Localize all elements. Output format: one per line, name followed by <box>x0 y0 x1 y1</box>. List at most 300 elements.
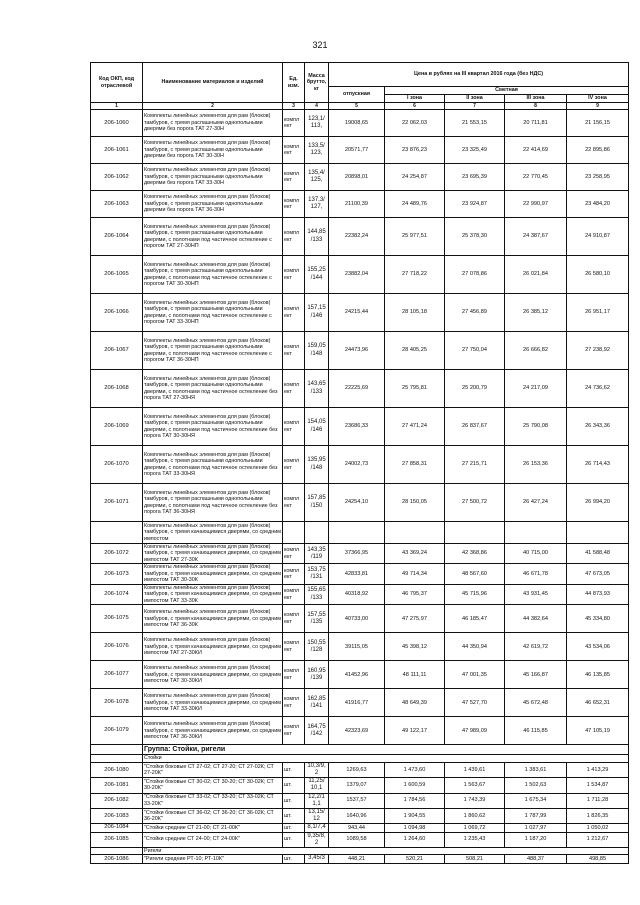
row-unit: компл ект <box>283 717 305 745</box>
row-zone1-price: 1 094,98 <box>385 824 445 832</box>
row-zone3-price: 25 790,08 <box>505 408 567 446</box>
row-zone3-price: 26 153,36 <box>505 446 567 484</box>
row-zone4-price: 1 826,35 <box>567 808 629 823</box>
table-row <box>91 793 629 808</box>
row-unit: шт. <box>283 855 305 863</box>
row-unit: компл ект <box>283 564 305 584</box>
row-name: Комплекты линейных элементов для рам (блоков) тамбуров, с тремя качающимися дверями, со средним импостом ТАТ 33-30К <box>144 584 281 604</box>
table-body <box>91 110 629 864</box>
row-name: Комплекты линейных элементов для рам (блоков) тамбуров, с тремя распашными однопольными дверями, с полотнами под частичное остекление без порога ТАТ 36-30НЯ <box>143 484 283 522</box>
row-release-price: 1640,96 <box>329 808 385 823</box>
row-zone4-price: 26 714,43 <box>567 446 629 484</box>
table-row <box>91 544 629 564</box>
empty-cell <box>91 755 143 762</box>
header-name: Наименование материалов и изделий <box>143 63 283 103</box>
row-unit: компл ект <box>283 661 305 689</box>
row-release-price: 20898,01 <box>329 164 385 191</box>
page-number: 321 <box>312 40 328 50</box>
row-unit: компл ект <box>283 633 305 661</box>
row-zone3-price: 1 027,97 <box>505 824 567 832</box>
header-zone1: I зона <box>385 95 445 103</box>
row-unit: компл ект <box>283 110 305 137</box>
row-unit: компл ект <box>283 294 305 332</box>
column-number-row <box>91 103 629 110</box>
row-mass: 8,1/7,4 <box>305 824 329 832</box>
row-zone2-price: 1 860,62 <box>445 808 505 823</box>
table-row <box>91 564 629 584</box>
row-name: Комплекты линейных элементов для рам (блоков) тамбуров, с тремя качающимися дверями, со средним импостом <box>144 522 281 542</box>
row-mass: 10,3/9, 2 <box>305 762 329 777</box>
row-mass: 160,95 /139 <box>305 661 329 689</box>
row-code: 206-1066 <box>91 294 143 332</box>
row-zone3-price: 24 217,09 <box>505 370 567 408</box>
row-unit: компл ект <box>283 689 305 717</box>
row-release-price: 22382,24 <box>329 218 385 256</box>
row-name: "Стойки боковые СТ 33-02; СТ 33-20; СТ 33-02К; СТ 33-20К" <box>143 793 283 808</box>
row-mass: 137,3/ 127, <box>305 191 329 218</box>
table-row <box>91 370 629 408</box>
header-zone3: III зона <box>505 95 567 103</box>
row-zone3-price: 26 385,12 <box>505 294 567 332</box>
row-release-price: 1537,57 <box>329 793 385 808</box>
row-mass: 144,85 /133 <box>305 218 329 256</box>
row-zone1-price: 520,21 <box>385 855 445 863</box>
row-name: Комплекты линейных элементов для рам (блоков) тамбуров, с тремя распашными однопольными дверями, с полотнами под частичное остекление без порога ТАТ 27-30НЯ <box>143 370 283 408</box>
column-number: 4 <box>305 103 329 110</box>
row-zone1-price: 22 062,03 <box>385 110 445 137</box>
row-zone2-price <box>445 522 505 544</box>
row-zone4-price: 26 580,10 <box>567 256 629 294</box>
row-zone2-price: 1 069,72 <box>445 824 505 832</box>
table-row <box>91 137 629 164</box>
row-zone1-price: 27 471,24 <box>385 408 445 446</box>
row-code: 206-1067 <box>91 332 143 370</box>
row-zone2-price: 27 078,86 <box>445 256 505 294</box>
row-code: 206-1069 <box>91 408 143 446</box>
row-zone4-price: 22 895,86 <box>567 137 629 164</box>
row-code: 206-1062 <box>91 164 143 191</box>
row-release-price: 24254,10 <box>329 484 385 522</box>
row-unit: компл ект <box>283 544 305 564</box>
row-name: Комплекты линейных элементов для рам (блоков) тамбуров, с тремя распашными однопольными дверями, с полотнами под частичное остекление без порога ТАТ 33-30НЯ <box>143 446 283 484</box>
header-unit: Ед. изм. <box>283 63 305 103</box>
row-zone1-price: 48 111,11 <box>385 661 445 689</box>
row-zone2-price: 1 563,67 <box>445 778 505 793</box>
row-mass: 162,85 /141 <box>305 689 329 717</box>
row-zone1-price: 43 369,24 <box>385 544 445 564</box>
row-zone2-price: 23 924,87 <box>445 191 505 218</box>
header-price-title: Цена в рублях на III квартал 2016 года (без НДС) <box>329 63 629 87</box>
row-code <box>91 522 143 544</box>
row-release-price: 21100,39 <box>329 191 385 218</box>
row-code: 206-1072 <box>91 544 143 564</box>
row-code: 206-1068 <box>91 370 143 408</box>
row-zone2-price: 1 439,61 <box>445 762 505 777</box>
row-code: 206-1081 <box>91 778 143 793</box>
row-zone1-price: 24 489,76 <box>385 191 445 218</box>
row-code: 206-1060 <box>91 110 143 137</box>
row-release-price: 24215,44 <box>329 294 385 332</box>
row-zone3-price: 43 931,45 <box>505 584 567 604</box>
row-name: Комплекты линейных элементов для рам (блоков) тамбуров, с тремя распашными однопольными дверями, с полотнами под частичное остекление без порога ТАТ 30-30НЯ <box>143 408 283 446</box>
empty-cell <box>91 847 143 854</box>
row-zone4-price: 47 673,05 <box>567 564 629 584</box>
row-unit: шт. <box>283 824 305 832</box>
row-zone3-price: 24 387,67 <box>505 218 567 256</box>
row-name: "Ригели средние РТ-10; РТ-10К" <box>143 855 283 863</box>
row-zone3-price: 45 672,48 <box>505 689 567 717</box>
row-zone1-price: 27 858,31 <box>385 446 445 484</box>
row-mass: 9,35/8, 2 <box>305 832 329 847</box>
row-zone3-price: 488,37 <box>505 855 567 863</box>
table-row <box>91 855 629 863</box>
column-number: 7 <box>445 103 505 110</box>
empty-cell <box>91 745 143 755</box>
table-row <box>91 191 629 218</box>
row-zone1-price: 47 275,97 <box>385 605 445 633</box>
row-unit: компл ект <box>283 484 305 522</box>
row-zone3-price: 22 414,69 <box>505 137 567 164</box>
row-zone4-price: 1 050,02 <box>567 824 629 832</box>
row-mass: 159,05 /148 <box>305 332 329 370</box>
row-name: Комплекты линейных элементов для рам (блоков) тамбуров, с тремя качающимися дверями, со средним импостом ТАТ 33-30КИ <box>143 689 283 717</box>
table-row <box>91 522 629 544</box>
row-zone4-price: 27 238,92 <box>567 332 629 370</box>
group-title: Группа: Стойки, ригели <box>143 745 629 755</box>
table-row <box>91 808 629 823</box>
column-number: 8 <box>505 103 567 110</box>
row-release-price: 39115,05 <box>329 633 385 661</box>
header-zone4: IV зона <box>567 95 629 103</box>
row-release-price: 943,44 <box>329 824 385 832</box>
row-name: Комплекты линейных элементов для рам (блоков) тамбуров, с тремя качающимися дверями, со средним импостом ТАТ 27-30К <box>144 544 281 563</box>
row-unit: шт. <box>283 778 305 793</box>
row-zone3-price: 22 770,45 <box>505 164 567 191</box>
row-mass: 143,65 /133 <box>305 370 329 408</box>
row-release-price: 20571,77 <box>329 137 385 164</box>
row-zone1-price: 1 904,55 <box>385 808 445 823</box>
row-code: 206-1078 <box>91 689 143 717</box>
table-row <box>91 484 629 522</box>
row-code: 206-1085 <box>91 832 143 847</box>
row-code: 206-1070 <box>91 446 143 484</box>
row-zone3-price: 1 383,61 <box>505 762 567 777</box>
row-zone4-price: 26 994,20 <box>567 484 629 522</box>
row-zone4-price: 41 588,48 <box>567 544 629 564</box>
row-release-price: 24002,73 <box>329 446 385 484</box>
row-zone1-price: 48 649,39 <box>385 689 445 717</box>
row-mass: 155,65 /133 <box>305 584 329 604</box>
row-mass: 164,75 /142 <box>305 717 329 745</box>
row-zone3-price: 46 115,85 <box>505 717 567 745</box>
row-code: 206-1075 <box>91 605 143 633</box>
row-zone3-price: 1 187,20 <box>505 832 567 847</box>
row-release-price: 37366,95 <box>329 544 385 564</box>
column-number: 2 <box>143 103 283 110</box>
row-unit: шт. <box>283 832 305 847</box>
row-release-price: 1269,63 <box>329 762 385 777</box>
row-zone1-price <box>385 522 445 544</box>
row-unit: шт. <box>283 762 305 777</box>
row-zone2-price: 48 567,60 <box>445 564 505 584</box>
row-zone3-price: 26 427,24 <box>505 484 567 522</box>
row-name: Комплекты линейных элементов для рам (блоков) тамбуров, с тремя распашными однопольными дверями без порога ТАТ 36-30Н <box>143 191 283 218</box>
row-zone2-price: 25 200,79 <box>445 370 505 408</box>
row-zone3-price: 26 666,82 <box>505 332 567 370</box>
subgroup-stands-row <box>91 755 629 762</box>
row-mass: 135,95 /148 <box>305 446 329 484</box>
row-name: Комплекты линейных элементов для рам (блоков) тамбуров, с тремя качающимися дверями, со средним импостом ТАТ 30-30К <box>144 564 281 584</box>
row-zone1-price: 25 977,51 <box>385 218 445 256</box>
row-unit: компл ект <box>283 408 305 446</box>
row-name: Комплекты линейных элементов для рам (блоков) тамбуров, с тремя качающимися дверями, со средним импостом ТАТ 36-30К <box>143 605 283 633</box>
row-zone1-price: 1 784,56 <box>385 793 445 808</box>
row-zone3-price: 22 990,97 <box>505 191 567 218</box>
row-zone1-price: 45 398,12 <box>385 633 445 661</box>
row-mass: 154,05 /146 <box>305 408 329 446</box>
row-unit: компл ект <box>283 332 305 370</box>
price-table <box>90 62 629 864</box>
row-zone1-price: 23 876,23 <box>385 137 445 164</box>
row-zone1-price: 28 150,05 <box>385 484 445 522</box>
row-zone4-price: 23 484,20 <box>567 191 629 218</box>
row-release-price: 41452,96 <box>329 661 385 689</box>
row-code: 206-1074 <box>91 584 143 604</box>
row-zone1-price: 46 795,37 <box>385 584 445 604</box>
header-mass: Масса брутто, кг <box>305 63 329 103</box>
row-mass: 133,5/ 123, <box>305 137 329 164</box>
table-row <box>91 446 629 484</box>
table-row <box>91 689 629 717</box>
row-unit: шт. <box>283 808 305 823</box>
row-zone2-price: 21 553,15 <box>445 110 505 137</box>
row-code: 206-1083 <box>91 808 143 823</box>
table-row <box>91 408 629 446</box>
row-release-price: 40318,92 <box>329 584 385 604</box>
row-zone2-price: 44 350,94 <box>445 633 505 661</box>
row-zone4-price: 45 334,80 <box>567 605 629 633</box>
row-code: 206-1077 <box>91 661 143 689</box>
row-unit: компл ект <box>283 446 305 484</box>
table-row <box>91 584 629 604</box>
table-row <box>91 294 629 332</box>
header-estimate: Сметная <box>385 87 629 95</box>
row-zone2-price: 27 500,72 <box>445 484 505 522</box>
row-zone2-price: 47 989,09 <box>445 717 505 745</box>
row-zone3-price: 40 715,00 <box>505 544 567 564</box>
row-code: 206-1080 <box>91 762 143 777</box>
column-number: 1 <box>91 103 143 110</box>
row-unit: компл ект <box>283 584 305 604</box>
row-name: Комплекты линейных элементов для рам (блоков) тамбуров, с тремя распашными однопольными дверями, с полотнами под частичное остекление с порогом ТАТ 30-30НП <box>143 256 283 294</box>
row-mass: 123,1/ 113, <box>305 110 329 137</box>
row-zone2-price: 27 456,89 <box>445 294 505 332</box>
row-zone4-price: 21 156,15 <box>567 110 629 137</box>
row-zone3-price: 1 787,99 <box>505 808 567 823</box>
column-number: 6 <box>385 103 445 110</box>
row-release-price: 23686,33 <box>329 408 385 446</box>
group-title-row <box>91 745 629 755</box>
row-zone1-price: 24 254,87 <box>385 164 445 191</box>
row-zone1-price: 27 718,22 <box>385 256 445 294</box>
row-release-price: 41916,77 <box>329 689 385 717</box>
row-zone2-price: 508,21 <box>445 855 505 863</box>
row-mass: 153,75 /131 <box>305 564 329 584</box>
row-unit: компл ект <box>283 605 305 633</box>
table-row <box>91 661 629 689</box>
row-name: Комплекты линейных элементов для рам (блоков) тамбуров, с тремя качающимися дверями, со средним импостом ТАТ 36-30КИ <box>143 717 283 745</box>
row-zone2-price: 27 215,71 <box>445 446 505 484</box>
table-row <box>91 778 629 793</box>
column-number: 3 <box>283 103 305 110</box>
table-row <box>91 110 629 137</box>
row-name: Комплекты линейных элементов для рам (блоков) тамбуров, с тремя качающимися дверями, со средним импостом ТАТ 30-30КИ <box>143 661 283 689</box>
row-code: 206-1073 <box>91 564 143 584</box>
row-name: Комплекты линейных элементов для рам (блоков) тамбуров, с тремя распашными однопольными дверями, с полотнами под частичное остекление с порогом ТАТ 36-30НП <box>143 332 283 370</box>
row-name: Комплекты линейных элементов для рам (блоков) тамбуров, с тремя распашными однопольными дверями без порога ТАТ 30-30Н <box>143 137 283 164</box>
column-number: 9 <box>567 103 629 110</box>
row-zone2-price: 23 325,49 <box>445 137 505 164</box>
row-zone1-price: 28 105,18 <box>385 294 445 332</box>
row-release-price: 22225,69 <box>329 370 385 408</box>
row-zone3-price: 44 382,64 <box>505 605 567 633</box>
row-zone2-price: 23 695,39 <box>445 164 505 191</box>
row-zone3-price: 20 711,81 <box>505 110 567 137</box>
row-zone2-price: 46 185,47 <box>445 605 505 633</box>
row-unit: компл ект <box>283 256 305 294</box>
row-mass: 157,15 /146 <box>305 294 329 332</box>
row-mass: 13,15/ 12 <box>305 808 329 823</box>
row-zone4-price: 1 711,28 <box>567 793 629 808</box>
row-code: 206-1063 <box>91 191 143 218</box>
row-zone4-price: 44 873,93 <box>567 584 629 604</box>
row-zone3-price <box>505 522 567 544</box>
row-zone3-price: 26 021,84 <box>505 256 567 294</box>
row-zone2-price: 45 715,96 <box>445 584 505 604</box>
row-code: 206-1082 <box>91 793 143 808</box>
row-name: "Стойки боковые СТ 36-02; СТ 36-20; СТ 36-02К; СТ 36-20К" <box>143 808 283 823</box>
row-mass: 3,45/3 <box>305 855 329 863</box>
header-code: Код ОКП, код отраслевой <box>91 63 143 103</box>
row-name: Комплекты линейных элементов для рам (блоков) тамбуров, с тремя качающимися дверями, со средним импостом ТАТ 27-30КИ <box>143 633 283 661</box>
row-unit: компл ект <box>283 191 305 218</box>
table-row <box>91 256 629 294</box>
row-mass: 157,55 /135 <box>305 605 329 633</box>
row-code: 206-1065 <box>91 256 143 294</box>
row-release-price: 42833,81 <box>329 564 385 584</box>
row-name: "Стойки средние СТ 21-00; СТ 21-00К" <box>143 824 283 832</box>
row-unit: компл ект <box>283 137 305 164</box>
row-release-price: 19008,65 <box>329 110 385 137</box>
row-zone2-price: 1 743,39 <box>445 793 505 808</box>
row-zone1-price: 49 122,17 <box>385 717 445 745</box>
row-zone4-price: 1 534,87 <box>567 778 629 793</box>
table-row <box>91 164 629 191</box>
row-mass: 157,85 /150 <box>305 484 329 522</box>
row-code: 206-1084 <box>91 824 143 832</box>
row-name: "Стойки боковые СТ 30-02; СТ 30-20; СТ 30-02К; СТ 30-20К" <box>143 778 283 793</box>
row-zone4-price: 498,85 <box>567 855 629 863</box>
row-name: "Стойки средние СТ 24-00; СТ 24-00К" <box>143 832 283 847</box>
subgroup-stands: Стойки <box>143 755 629 762</box>
row-zone1-price: 25 795,81 <box>385 370 445 408</box>
row-mass: 155,25 /144 <box>305 256 329 294</box>
table-row <box>91 633 629 661</box>
row-unit: шт. <box>283 793 305 808</box>
row-zone4-price: 26 343,36 <box>567 408 629 446</box>
row-release-price: 42323,69 <box>329 717 385 745</box>
row-zone4-price: 24 910,87 <box>567 218 629 256</box>
row-zone3-price: 42 619,72 <box>505 633 567 661</box>
table-row <box>91 832 629 847</box>
row-name: "Стойки боковые СТ 27-02; СТ 27-20; СТ 27-02К; СТ 27-20К" <box>143 762 283 777</box>
row-mass <box>305 522 329 544</box>
row-release-price <box>329 522 385 544</box>
row-zone4-price <box>567 522 629 544</box>
row-zone1-price: 49 714,34 <box>385 564 445 584</box>
row-name: Комплекты линейных элементов для рам (блоков) тамбуров, с тремя распашными однопольными дверями без порога ТАТ 27-30Н <box>143 110 283 137</box>
row-name: Комплекты линейных элементов для рам (блоков) тамбуров, с тремя распашными однопольными дверями, с полотнами под частичное остекление с порогом ТАТ 33-30НП <box>143 294 283 332</box>
row-zone4-price: 1 212,67 <box>567 832 629 847</box>
row-code: 206-1079 <box>91 717 143 745</box>
row-mass: 11,25/ 10,1 <box>305 778 329 793</box>
row-zone1-price: 28 405,25 <box>385 332 445 370</box>
table-row <box>91 605 629 633</box>
row-release-price: 40733,00 <box>329 605 385 633</box>
row-name: Комплекты линейных элементов для рам (блоков) тамбуров, с тремя распашными однопольными дверями без порога ТАТ 33-30Н <box>143 164 283 191</box>
row-zone4-price: 23 258,95 <box>567 164 629 191</box>
row-release-price: 1379,07 <box>329 778 385 793</box>
row-zone4-price: 43 534,06 <box>567 633 629 661</box>
table-row <box>91 332 629 370</box>
row-release-price: 24473,96 <box>329 332 385 370</box>
row-release-price: 23882,04 <box>329 256 385 294</box>
row-zone2-price: 1 235,43 <box>445 832 505 847</box>
row-zone4-price: 1 413,29 <box>567 762 629 777</box>
row-zone4-price: 47 105,19 <box>567 717 629 745</box>
row-name: Комплекты линейных элементов для рам (блоков) тамбуров, с тремя распашными однопольными дверями, с полотнами под частичное остекление с порогом ТАТ 27-30НП <box>143 218 283 256</box>
row-zone1-price: 1 600,59 <box>385 778 445 793</box>
row-unit: компл ект <box>283 218 305 256</box>
row-unit: компл ект <box>283 164 305 191</box>
row-code: 206-1086 <box>91 855 143 863</box>
row-mass: 135,4/ 125, <box>305 164 329 191</box>
row-unit: компл ект <box>283 370 305 408</box>
row-mass: 12,2/1 1,1 <box>305 793 329 808</box>
row-release-price: 1089,58 <box>329 832 385 847</box>
row-zone4-price: 46 652,31 <box>567 689 629 717</box>
row-code: 206-1064 <box>91 218 143 256</box>
row-zone2-price: 25 378,30 <box>445 218 505 256</box>
row-mass: 143,35 /119 <box>305 544 329 564</box>
row-code: 206-1076 <box>91 633 143 661</box>
subgroup-rails: Ригели <box>143 847 629 854</box>
row-zone4-price: 24 736,62 <box>567 370 629 408</box>
row-zone1-price: 1 264,60 <box>385 832 445 847</box>
row-zone2-price: 47 527,70 <box>445 689 505 717</box>
row-release-price: 448,21 <box>329 855 385 863</box>
header-zone2: II зона <box>445 95 505 103</box>
row-zone4-price: 26 951,17 <box>567 294 629 332</box>
row-zone4-price: 46 135,85 <box>567 661 629 689</box>
row-zone3-price: 1 502,63 <box>505 778 567 793</box>
row-unit <box>283 522 305 544</box>
table-row <box>91 824 629 832</box>
table-row <box>91 762 629 777</box>
row-zone3-price: 46 671,78 <box>505 564 567 584</box>
subgroup-rails-row <box>91 847 629 854</box>
column-number: 5 <box>329 103 385 110</box>
